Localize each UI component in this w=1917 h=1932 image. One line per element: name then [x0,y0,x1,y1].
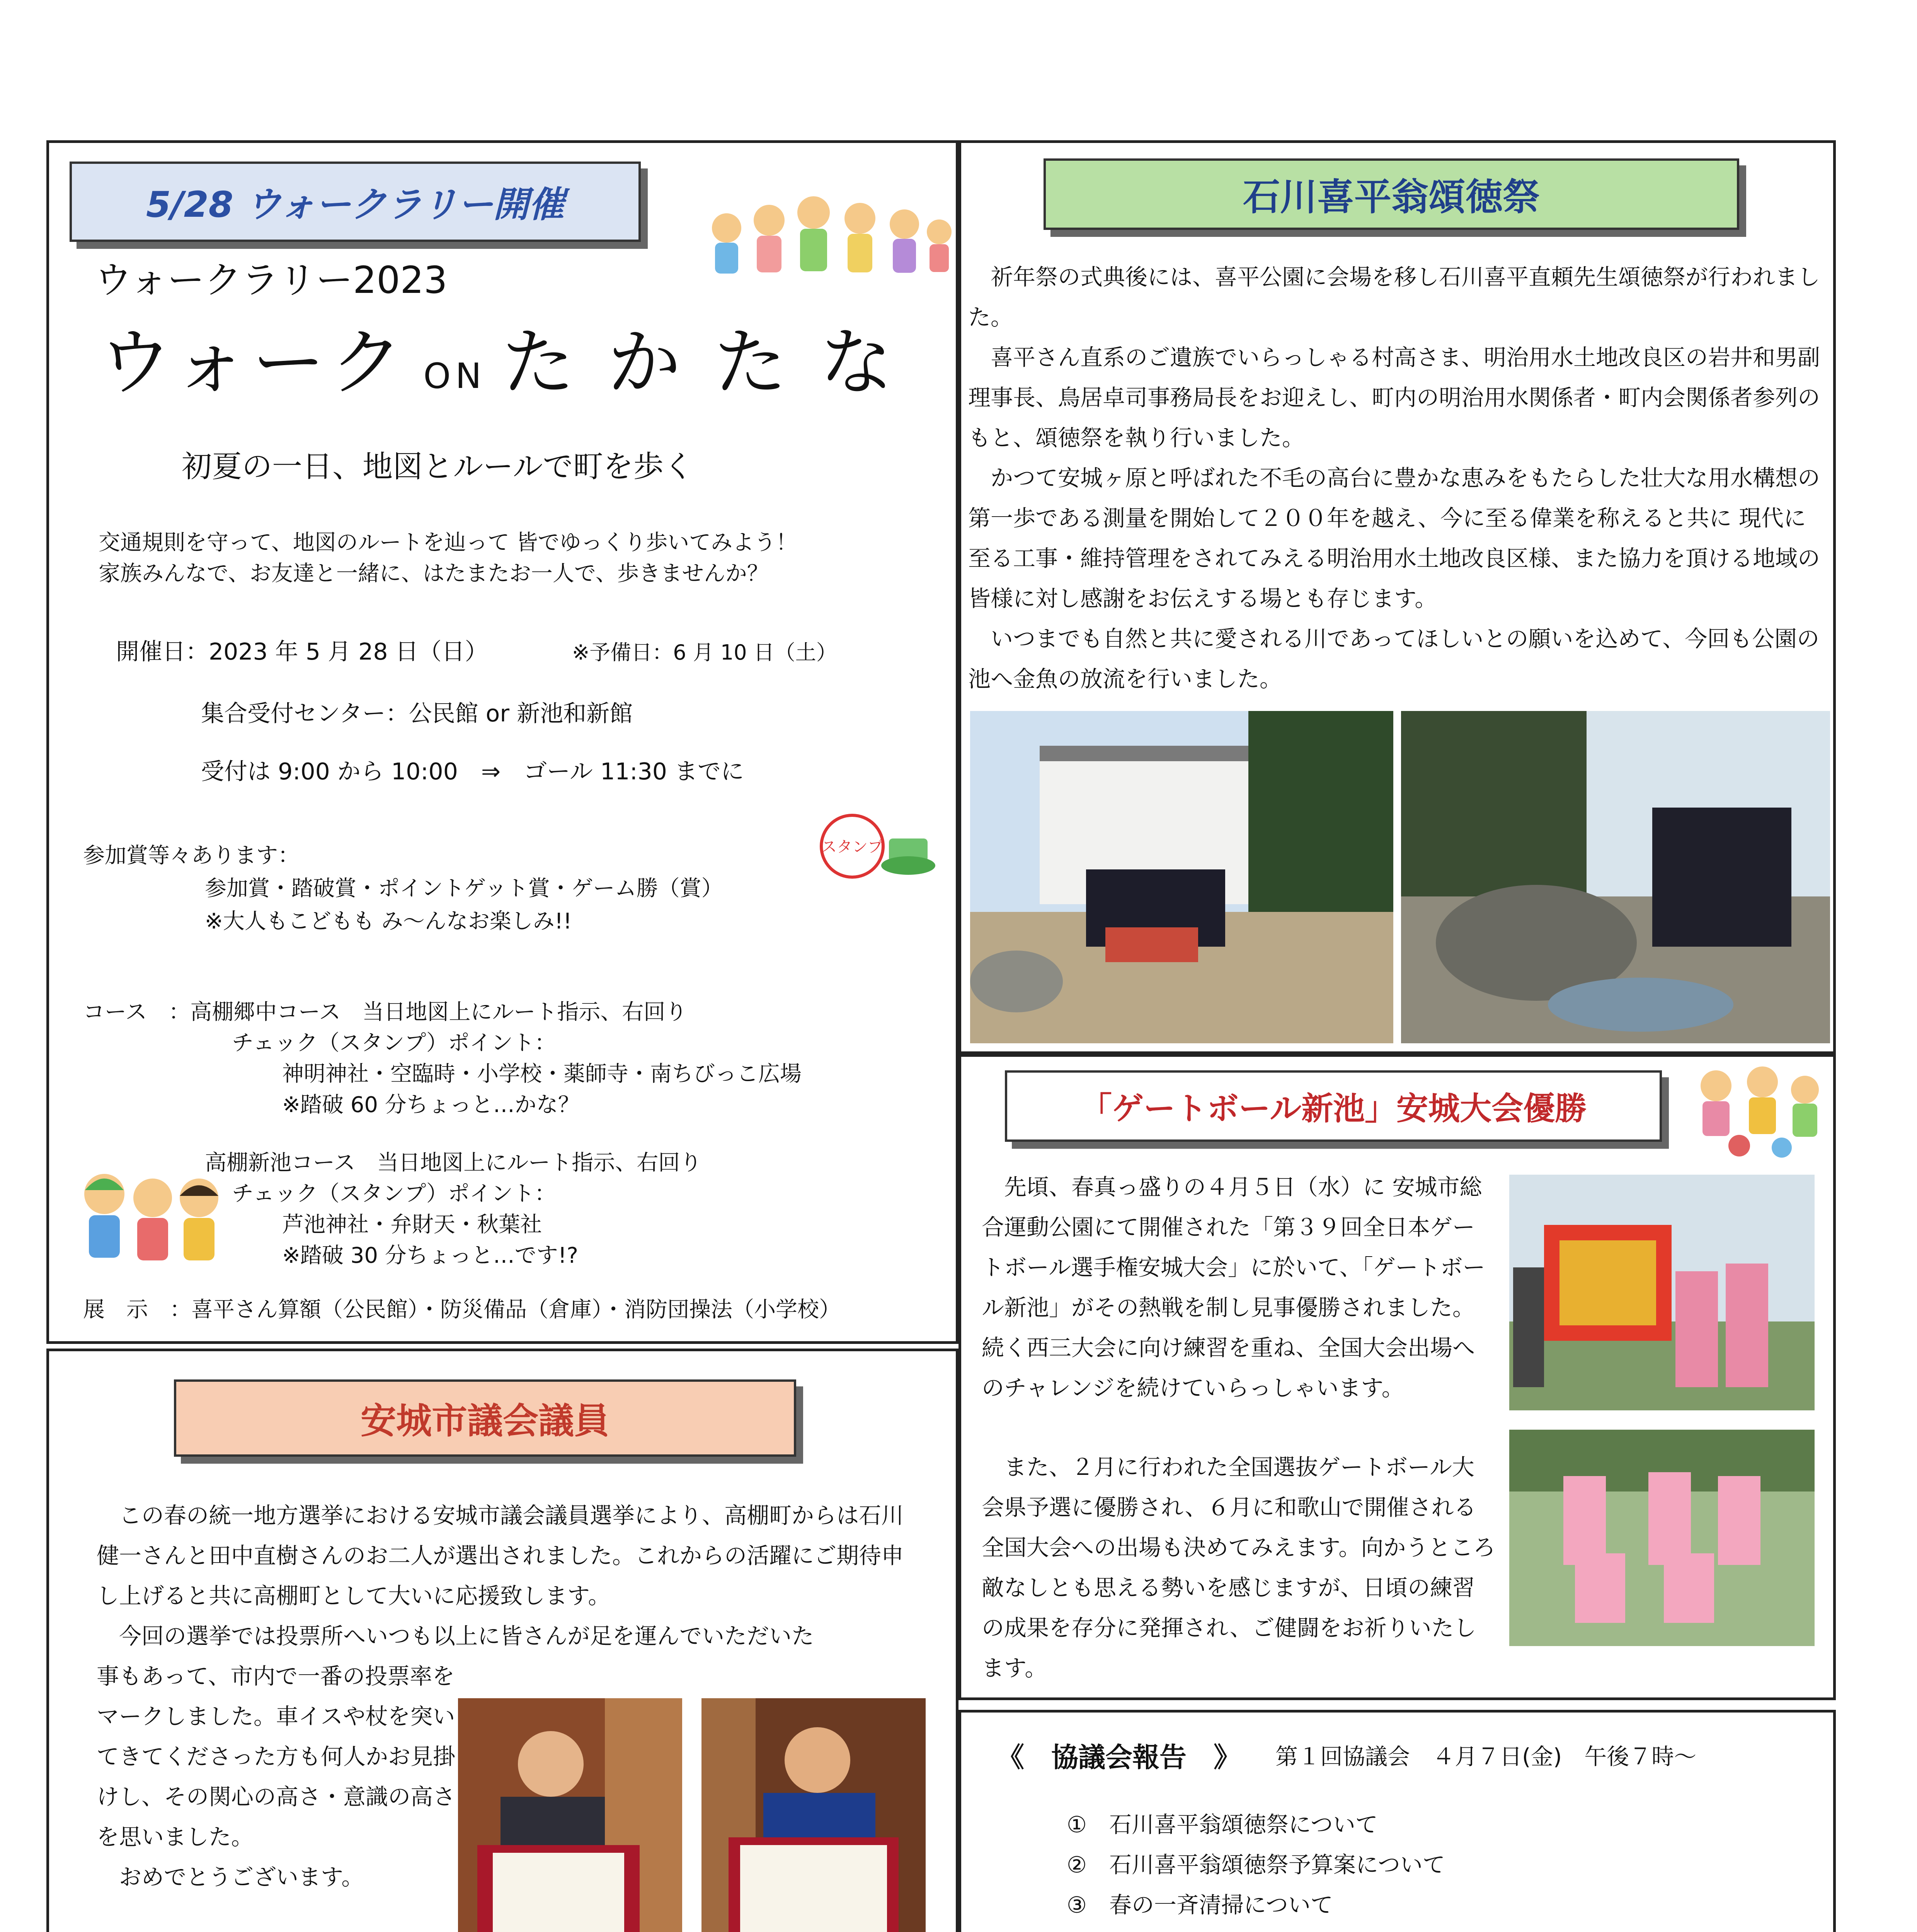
festival-banner-text: 石川喜平翁頌徳祭 [1243,175,1540,219]
kids-illustration [75,1159,230,1287]
prize-note: ※大人もこどもも み～んなお楽しみ!! [205,909,572,934]
festival-p2: 喜平さん直系のご遺族でいらっしゃる村高さま、明治用水土地改良区の岩井和男副理事長、鳥居卓司事務局長をお迎えし、町内の明治用水関係者・町内会関係者参列のもと、頌徳祭を執り行いました。 [968,344,1820,451]
walk-banner-text: 5/28 ウォークラリー開催 [146,184,564,225]
walk-exhibit: 展 示 ：喜平さん算額（公民館）・防災備品（倉庫）・消防団操法（小学校） [83,1297,841,1322]
walk-title-part-b: た か た な [501,320,898,405]
course2-head: 高棚新池コース 当日地図上にルート指示、右回り [205,1150,702,1175]
gateball-banner [1005,1070,1662,1142]
report-items [1067,1804,1468,1932]
walk-reserve-date: ※予備日：6 月 10 日（土） [572,640,837,665]
list-item: ② 石川喜平翁頌徳祭予算案について [1067,1852,1445,1878]
walk-intro-2: 家族みんなで、お友達と一緒に、はたまたお一人で、歩きませんか？ [99,561,769,586]
gateball-p2: また、２月に行われた全国選抜ゲートボール大会県予選に優勝され、６月に和歌山で開催される全国大会への出場も決めてみえます。向かうところ敵なしとも思える勢いを感じますが、日頃の練習の成果を存分に発揮され、ご健闘をお祈りいたします。 [982,1454,1496,1681]
council-text-2a: 今回の選挙では投票所へいつも以上に皆さんが足を運んでいただいた [119,1623,814,1649]
gateball-banner-text: 「ゲートボール新池」安城大会優勝 [1080,1090,1587,1127]
council-text-3: おめでとうございます。 [119,1864,364,1890]
report-title: 《 協議会報告 》 [997,1742,1241,1773]
walk-subtitle: ウォークラリー2023 [95,259,448,302]
walk-banner [70,162,641,242]
course1-head: コース ：高棚郷中コース 当日地図上にルート指示、右回り [83,1000,687,1025]
festival-text [968,257,1826,699]
walk-title-on: ON [423,356,486,396]
council-banner [174,1379,796,1457]
council-text-1: この春の統一地方選挙における安城市議会議員選挙により、高棚町からは石川健一さんと田中直樹さんのお二人が選出されました。これからの活躍にご期待申し上げると共に高棚町として大いに応援致します。 [97,1502,904,1609]
festival-p4: いつまでも自然と共に愛される川であってほしいとの願いを込めて、今回も公園の池へ金魚の放流を行いました。 [968,626,1820,692]
walk-title-part-a: ウォーク [99,320,408,405]
gateball-p1: 先頃、春真っ盛りの４月５日（水）に 安城市総合運動公園にて開催された「第３９回全日本ゲートボール選手権安城大会」に於いて、「ゲートボール新池」がその熱戦を制し見事優勝されました。続く西三大会に向け練習を重ね、全国大会出場へのチャレンジを続けていらっしゃいます。 [982,1174,1485,1401]
council-banner-text: 安城市議会議員 [360,1400,609,1442]
walk-main-title [99,317,898,409]
walk-intro-1: 交通規則を守って、地図のルートを辿って 皆でゆっくり歩いてみよう！ [99,530,798,555]
prize-list: 参加賞・踏破賞・ポイントゲット賞・ゲーム勝（賞） [205,876,723,901]
gateball-photo-team [1509,1430,1815,1646]
list-item [1067,1925,1468,1932]
gateball-players-illustration [1689,1063,1828,1163]
course2-points: 芦池神社・弁財天・秋葉社 [282,1212,542,1237]
gateball-text-2 [982,1447,1496,1688]
festival-photo-ceremony [970,711,1393,1043]
festival-p3: かつて安城ヶ原と呼ばれた不毛の高台に豊かな恵みをもたらした壮大な用水構想の第一歩である測量を開始して２００年を越え、今に至る偉業を称えると共に 現代に至る工事・維持管理をされてみえる明治用水土地改良区様、また協力を頂ける地域の皆様に対し感謝をお伝えする場とも存じます。 [968,465,1820,612]
course1-points: 神明神社・空臨時・小学校・薬師寺・南ちびっこ広場 [282,1061,802,1087]
course1-check: チェック（スタンプ）ポイント： [232,1031,556,1056]
gateball-text-1 [982,1167,1496,1408]
walker-figures [712,196,952,274]
council-photo-ishikawa [458,1698,682,1932]
list-item: ① 石川喜平翁頌徳祭について [1067,1811,1378,1838]
walk-date: 開催日：2023 年 5 月 28 日（日） [116,638,488,665]
council-paragraph-2 [97,1656,460,1897]
list-item: ③ 春の一斉清掃について [1067,1892,1333,1918]
festival-p1: 祈年祭の式典後には、喜平公園に会場を移し石川喜平直頼先生頌徳祭が行われました。 [968,264,1820,330]
walk-center: 集合受付センター：公民館 or 新池和新館 [201,700,633,727]
stamp-illustration [815,804,943,893]
course2-check: チェック（スタンプ）ポイント： [232,1181,556,1206]
council-photo-tanaka [701,1698,926,1932]
walk-reception: 受付は 9:00 から 10:00 ⇒ ゴール 11:30 までに [201,758,744,785]
report-meta: 第１回協議会 ４月７日(金) 午後７時～ [1275,1743,1697,1770]
festival-photo-pond [1401,711,1830,1043]
walk-tagline: 初夏の一日、地図とルールで町を歩く [182,449,694,484]
festival-banner [1044,158,1739,230]
course2-note: ※踏破 30 分ちょっと…です!? [282,1243,578,1268]
course1-note: ※踏破 60 分ちょっと…かな？ [282,1092,580,1117]
stamp-label: スタンプ [821,838,883,856]
council-text-2b: 事もあって、市内で一番の投票率をマークしました。車イスや杖を突いてきてくださった方も何人かお見掛けし、その関心の高さ・意識の高さを思いました。 [97,1663,456,1850]
gateball-photo-victory [1509,1175,1815,1410]
prize-head: 参加賞等々あります： [83,843,300,868]
walkers-illustration [703,193,955,290]
council-paragraph-1 [97,1495,912,1656]
